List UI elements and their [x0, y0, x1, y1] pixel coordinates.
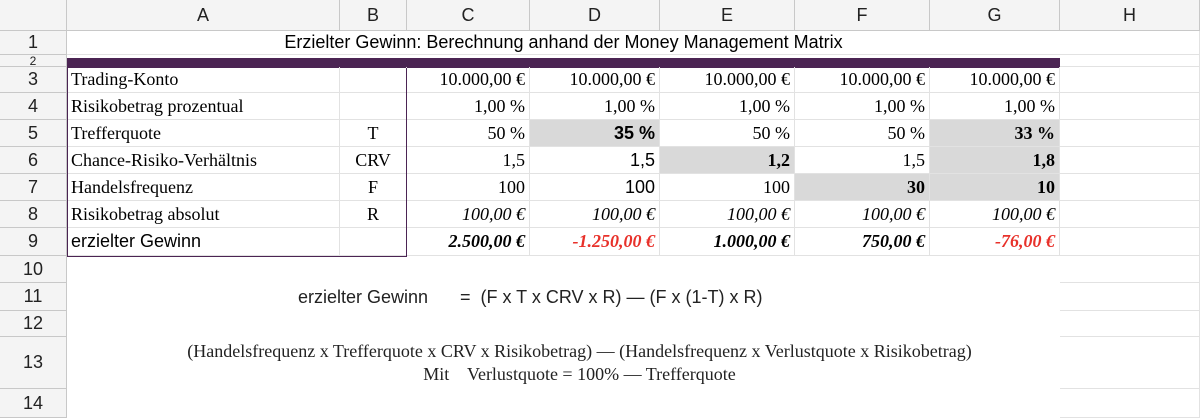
row-header-3[interactable]: 3	[0, 67, 67, 93]
column-header-e[interactable]: E	[660, 0, 795, 31]
value-e8[interactable]: 100,00 €	[660, 201, 795, 228]
label-risikobetrag-prozentual[interactable]: Risikobetrag prozentual	[67, 93, 340, 120]
value-d5[interactable]: 35 %	[530, 120, 660, 147]
row-header-13[interactable]: 13	[0, 337, 67, 389]
row-header-12[interactable]: 12	[0, 311, 67, 337]
row-header-1[interactable]: 1	[0, 31, 67, 55]
cell-h10[interactable]	[1060, 256, 1200, 283]
cell-h4[interactable]	[1060, 93, 1200, 120]
cell-h3[interactable]	[1060, 67, 1200, 93]
abbrev-r[interactable]: R	[340, 201, 407, 228]
column-header-a[interactable]: A	[67, 0, 340, 31]
row-header-5[interactable]: 5	[0, 120, 67, 147]
cell-b9[interactable]	[340, 228, 407, 256]
row-header-10[interactable]: 10	[0, 256, 67, 283]
abbrev-t[interactable]: T	[340, 120, 407, 147]
column-header-f[interactable]: F	[795, 0, 930, 31]
value-e3[interactable]: 10.000,00 €	[660, 67, 795, 93]
row-header-6[interactable]: 6	[0, 147, 67, 174]
label-trading-konto[interactable]: Trading-Konto	[67, 67, 340, 93]
value-f6[interactable]: 1,5	[795, 147, 930, 174]
row-header-4[interactable]: 4	[0, 93, 67, 120]
label-erzielter-gewinn[interactable]: erzielter Gewinn	[67, 228, 340, 256]
value-g7[interactable]: 10	[930, 174, 1060, 201]
value-d7[interactable]: 100	[530, 174, 660, 201]
column-header-g[interactable]: G	[930, 0, 1060, 31]
row-header-9[interactable]: 9	[0, 228, 67, 256]
value-f9[interactable]: 750,00 €	[795, 228, 930, 256]
value-e7[interactable]: 100	[660, 174, 795, 201]
select-all-corner[interactable]	[0, 0, 67, 31]
value-e4[interactable]: 1,00 %	[660, 93, 795, 120]
row-header-7[interactable]: 7	[0, 174, 67, 201]
value-c6[interactable]: 1,5	[407, 147, 530, 174]
value-d8[interactable]: 100,00 €	[530, 201, 660, 228]
value-e9[interactable]: 1.000,00 €	[660, 228, 795, 256]
row-header-14[interactable]: 14	[0, 389, 67, 418]
value-d6[interactable]: 1,5	[530, 147, 660, 174]
value-f7[interactable]: 30	[795, 174, 930, 201]
value-f5[interactable]: 50 %	[795, 120, 930, 147]
label-crv[interactable]: Chance-Risiko-Verhältnis	[67, 147, 340, 174]
value-f8[interactable]: 100,00 €	[795, 201, 930, 228]
value-g5[interactable]: 33 %	[930, 120, 1060, 147]
cell-h9[interactable]	[1060, 228, 1200, 256]
cell-h6[interactable]	[1060, 147, 1200, 174]
value-c9[interactable]: 2.500,00 €	[407, 228, 530, 256]
formula-expression: = (F x T x CRV x R) — (F x (1-T) x R)	[460, 287, 763, 307]
cell-h7[interactable]	[1060, 174, 1200, 201]
value-c4[interactable]: 1,00 %	[407, 93, 530, 120]
formula-note: Mit Verlustquote = 100% — Trefferquote	[423, 364, 736, 384]
cell-h1[interactable]	[1060, 31, 1200, 55]
label-handelsfrequenz[interactable]: Handelsfrequenz	[67, 174, 340, 201]
formula-long: (Handelsfrequenz x Trefferquote x CRV x Risikobetrag) — (Handelsfrequenz x Verlustquote x Risikobetrag)	[187, 341, 972, 361]
row-header-11[interactable]: 11	[0, 283, 67, 311]
column-header-b[interactable]: B	[340, 0, 407, 31]
formula-area[interactable]	[67, 256, 1060, 418]
value-f3[interactable]: 10.000,00 €	[795, 67, 930, 93]
value-g9[interactable]: -76,00 €	[930, 228, 1060, 256]
cell-h2[interactable]	[1060, 55, 1200, 67]
value-c5[interactable]: 50 %	[407, 120, 530, 147]
label-trefferquote[interactable]: Trefferquote	[67, 120, 340, 147]
cell-h5[interactable]	[1060, 120, 1200, 147]
abbrev-f[interactable]: F	[340, 174, 407, 201]
cell-b3[interactable]	[340, 67, 407, 93]
cell-h8[interactable]	[1060, 201, 1200, 228]
value-c7[interactable]: 100	[407, 174, 530, 201]
value-g3[interactable]: 10.000,00 €	[930, 67, 1060, 93]
cell-b4[interactable]	[340, 93, 407, 120]
row-header-8[interactable]: 8	[0, 201, 67, 228]
column-header-c[interactable]: C	[407, 0, 530, 31]
column-header-h[interactable]: H	[1060, 0, 1200, 31]
value-e6[interactable]: 1,2	[660, 147, 795, 174]
value-g6[interactable]: 1,8	[930, 147, 1060, 174]
cell-h14[interactable]	[1060, 389, 1200, 418]
value-d3[interactable]: 10.000,00 €	[530, 67, 660, 93]
value-c3[interactable]: 10.000,00 €	[407, 67, 530, 93]
abbrev-crv[interactable]: CRV	[340, 147, 407, 174]
value-d4[interactable]: 1,00 %	[530, 93, 660, 120]
value-f4[interactable]: 1,00 %	[795, 93, 930, 120]
label-risikobetrag-absolut[interactable]: Risikobetrag absolut	[67, 201, 340, 228]
cell-h11[interactable]	[1060, 283, 1200, 311]
sheet-title[interactable]: Erzielter Gewinn: Berechnung anhand der Money Management Matrix	[67, 31, 1060, 55]
column-header-d[interactable]: D	[530, 0, 660, 31]
formula-label: erzielter Gewinn	[298, 287, 429, 307]
value-c8[interactable]: 100,00 €	[407, 201, 530, 228]
value-g8[interactable]: 100,00 €	[930, 201, 1060, 228]
row-header-2[interactable]: 2	[0, 55, 67, 67]
value-e5[interactable]: 50 %	[660, 120, 795, 147]
value-d9[interactable]: -1.250,00 €	[530, 228, 660, 256]
cell-h12[interactable]	[1060, 311, 1200, 337]
value-g4[interactable]: 1,00 %	[930, 93, 1060, 120]
